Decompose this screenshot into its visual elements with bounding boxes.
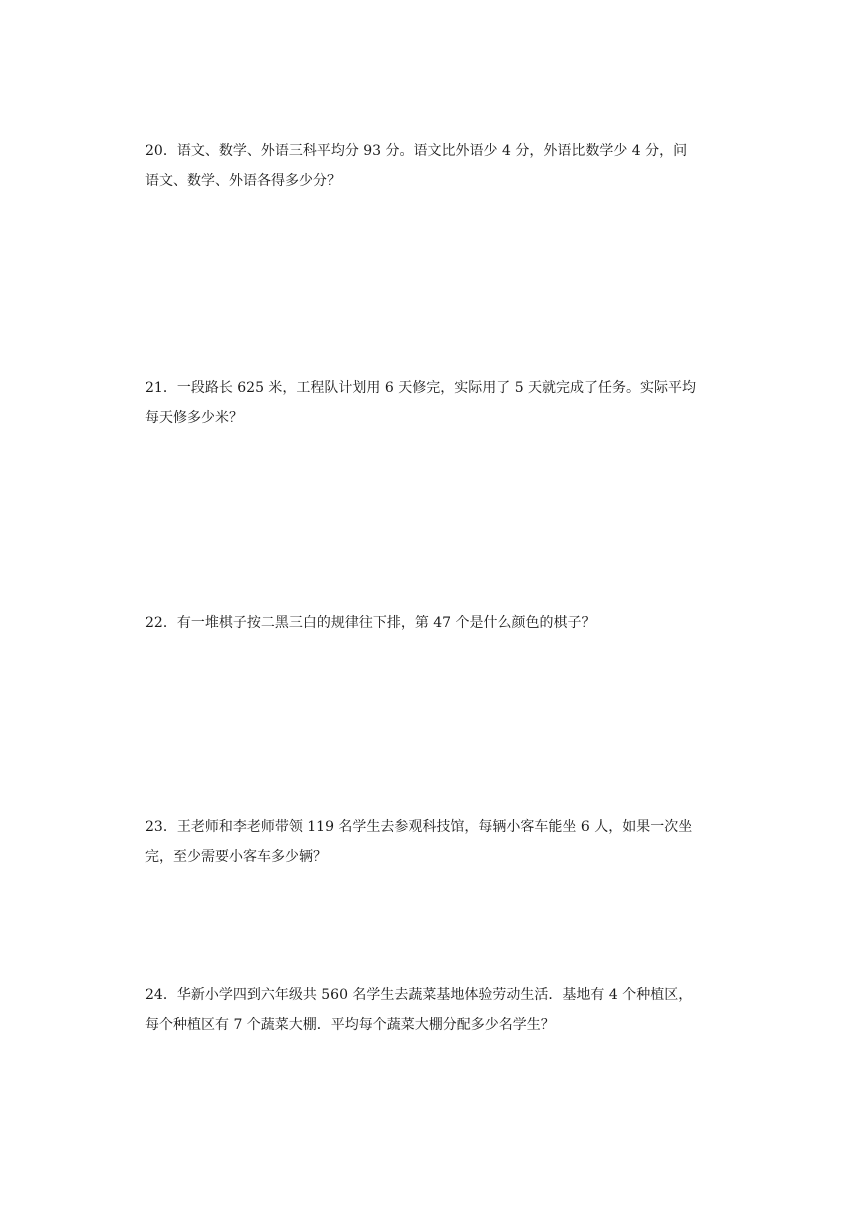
question-21 [145, 373, 725, 433]
question-text-line: 语文、数学、外语各得多少分？ [145, 173, 341, 189]
question-text-line: 24．华新小学四到六年级共 560 名学生去蔬菜基地体验劳动生活．基地有 4 个种植区， [145, 987, 693, 1003]
question-24 [145, 980, 725, 1040]
question-text-line: 完，至少需要小客车多少辆？ [145, 849, 327, 865]
question-22 [145, 608, 725, 638]
question-text-line: 每天修多少米？ [145, 410, 243, 426]
question-23 [145, 812, 725, 872]
question-text-line: 21．一段路长 625 米，工程队计划用 6 天修完，实际用了 5 天就完成了任务。实际平均 [145, 380, 697, 396]
question-text-line: 23．王老师和李老师带领 119 名学生去参观科技馆，每辆小客车能坐 6 人，如果一次坐 [145, 819, 693, 835]
question-text-line: 每个种植区有 7 个蔬菜大棚．平均每个蔬菜大棚分配多少名学生？ [145, 1017, 555, 1033]
question-text-line: 20．语文、数学、外语三科平均分 93 分。语文比外语少 4 分，外语比数学少 4 分，问 [145, 143, 688, 159]
question-20 [145, 136, 725, 196]
question-text-line: 22．有一堆棋子按二黑三白的规律往下排，第 47 个是什么颜色的棋子？ [145, 615, 596, 631]
